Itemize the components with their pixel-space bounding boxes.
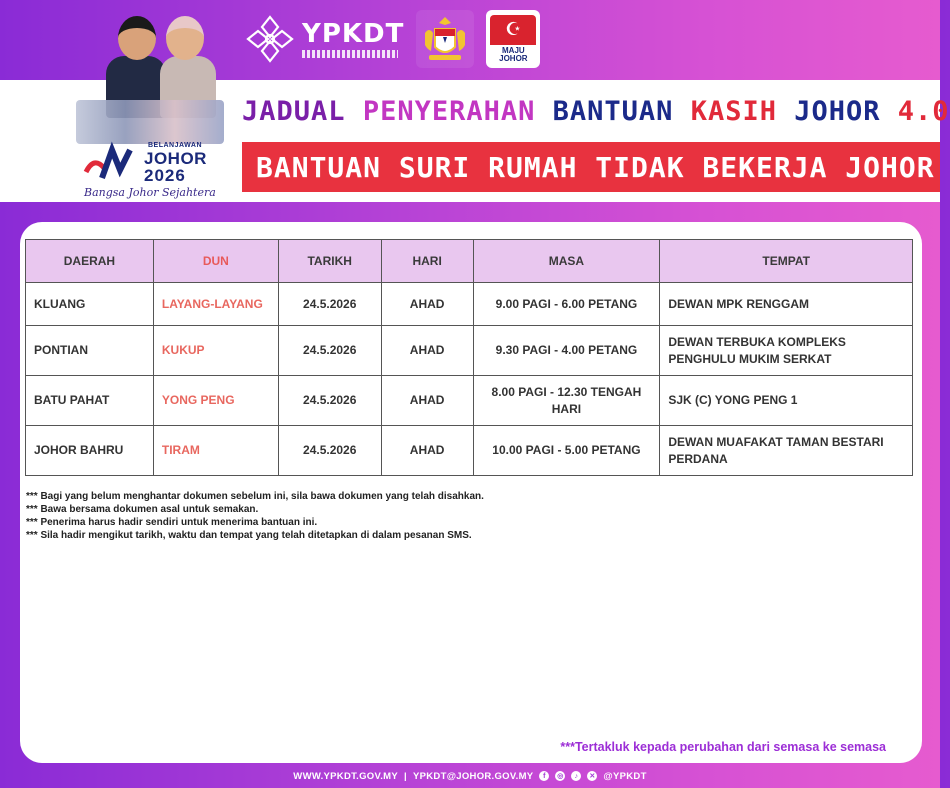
cell-tarikh: 24.5.2026 — [278, 326, 381, 376]
leaders-photo-group — [70, 8, 230, 213]
cell-masa: 10.00 PAGI - 5.00 PETANG — [473, 426, 660, 476]
cell-daerah: PONTIAN — [26, 326, 154, 376]
maju-johor-logo — [486, 10, 540, 68]
email-link[interactable]: YPKDT@JOHOR.GOV.MY — [413, 770, 534, 782]
cell-dun: YONG PENG — [153, 376, 278, 426]
disclaimer: ***Tertakluk kepada perubahan dari semasa ke semasa — [560, 740, 886, 754]
title-word: PENYERAHAN — [362, 96, 536, 127]
leader-head-right — [166, 16, 204, 60]
cell-tempat: DEWAN TERBUKA KOMPLEKS PENGHULU MUKIM SERKAT — [660, 326, 913, 376]
title-word: BANTUAN — [552, 96, 674, 127]
cell-tarikh: 24.5.2026 — [278, 376, 381, 426]
maju-label: MAJU — [502, 45, 525, 55]
logo-row — [244, 8, 540, 70]
table-header-row — [26, 240, 913, 283]
website-link[interactable]: WWW.YPKDT.GOV.MY — [293, 770, 399, 782]
table-row — [26, 376, 913, 426]
title-word: 4.0 — [897, 96, 950, 127]
cell-daerah: JOHOR BAHRU — [26, 426, 154, 476]
cell-daerah: KLUANG — [26, 283, 154, 326]
cell-dun: LAYANG-LAYANG — [153, 283, 278, 326]
column-header-masa: MASA — [473, 240, 660, 283]
belanjawan-label: BELANJAWAN — [148, 142, 203, 149]
schedule-card — [20, 222, 922, 763]
cell-hari: AHAD — [381, 426, 473, 476]
instagram-icon[interactable]: ◎ — [557, 773, 564, 780]
cell-hari: AHAD — [381, 326, 473, 376]
title-word: JOHOR — [794, 96, 881, 127]
cell-tarikh: 24.5.2026 — [278, 283, 381, 326]
x-icon[interactable]: ✕ — [589, 773, 596, 780]
cell-hari: AHAD — [381, 283, 473, 326]
title-word: JADUAL — [242, 96, 346, 127]
page-subtitle: BANTUAN SURI RUMAH TIDAK BEKERJA JOHOR — [256, 150, 935, 184]
table-row — [26, 283, 913, 326]
title-word: KASIH — [690, 96, 777, 127]
column-header-hari: HARI — [381, 240, 473, 283]
belanjawan-johor: JOHOR — [144, 149, 207, 168]
column-header-tarikh: TARIKH — [278, 240, 381, 283]
column-header-daerah: DAERAH — [26, 240, 154, 283]
photo-collage — [76, 100, 224, 144]
ypkdt-emblem-icon — [244, 13, 296, 65]
social-handle[interactable]: @YPKDT — [603, 770, 647, 782]
johor-crest-logo — [416, 10, 474, 68]
tiktok-icon[interactable]: ♪ — [571, 771, 581, 781]
crescent-star-icon: ☪ — [490, 15, 536, 45]
cell-tempat: DEWAN MUAFAKAT TAMAN BESTARI PERDANA — [660, 426, 913, 476]
belanjawan-year: 2026 — [144, 166, 186, 185]
footer-separator: | — [404, 770, 407, 782]
cell-daerah: BATU PAHAT — [26, 376, 154, 426]
column-header-dun: DUN — [153, 240, 278, 283]
belanjawan-johor-logo — [84, 142, 224, 184]
ypkdt-subtext-lines — [302, 50, 398, 58]
leader-head-left — [118, 16, 156, 60]
cell-masa: 8.00 PAGI - 12.30 TENGAH HARI — [473, 376, 660, 426]
state-crest-icon — [417, 11, 473, 67]
note-item: *** Bagi yang belum menghantar dokumen sebelum ini, sila bawa dokumen yang telah disahkan. — [26, 491, 484, 502]
note-item: *** Sila hadir mengikut tarikh, waktu dan tempat yang telah ditetapkan di dalam pesanan SMS. — [26, 530, 472, 541]
cell-hari: AHAD — [381, 376, 473, 426]
facebook-icon[interactable]: f — [539, 771, 549, 781]
schedule-table — [25, 239, 913, 476]
page-title — [242, 98, 950, 125]
belanjawan-mark-icon — [84, 146, 138, 180]
table-row — [26, 326, 913, 376]
notes-list — [26, 490, 484, 542]
table-row — [26, 426, 913, 476]
johor-label: JOHOR — [499, 54, 528, 63]
cell-dun: KUKUP — [153, 326, 278, 376]
cell-dun: TIRAM — [153, 426, 278, 476]
ypkdt-logo — [244, 13, 404, 65]
footer — [0, 764, 940, 788]
cell-masa: 9.30 PAGI - 4.00 PETANG — [473, 326, 660, 376]
cell-tarikh: 24.5.2026 — [278, 426, 381, 476]
tagline: Bangsa Johor Sejahtera — [84, 186, 216, 199]
cell-tempat: SJK (C) YONG PENG 1 — [660, 376, 913, 426]
cell-tempat: DEWAN MPK RENGGAM — [660, 283, 913, 326]
cell-masa: 9.00 PAGI - 6.00 PETANG — [473, 283, 660, 326]
note-item: *** Penerima harus hadir sendiri untuk menerima bantuan ini. — [26, 517, 318, 528]
ypkdt-wordmark: YPKDT — [302, 18, 405, 49]
note-item: *** Bawa bersama dokumen asal untuk semakan. — [26, 504, 259, 515]
column-header-tempat: TEMPAT — [660, 240, 913, 283]
subtitle-banner — [242, 142, 940, 192]
